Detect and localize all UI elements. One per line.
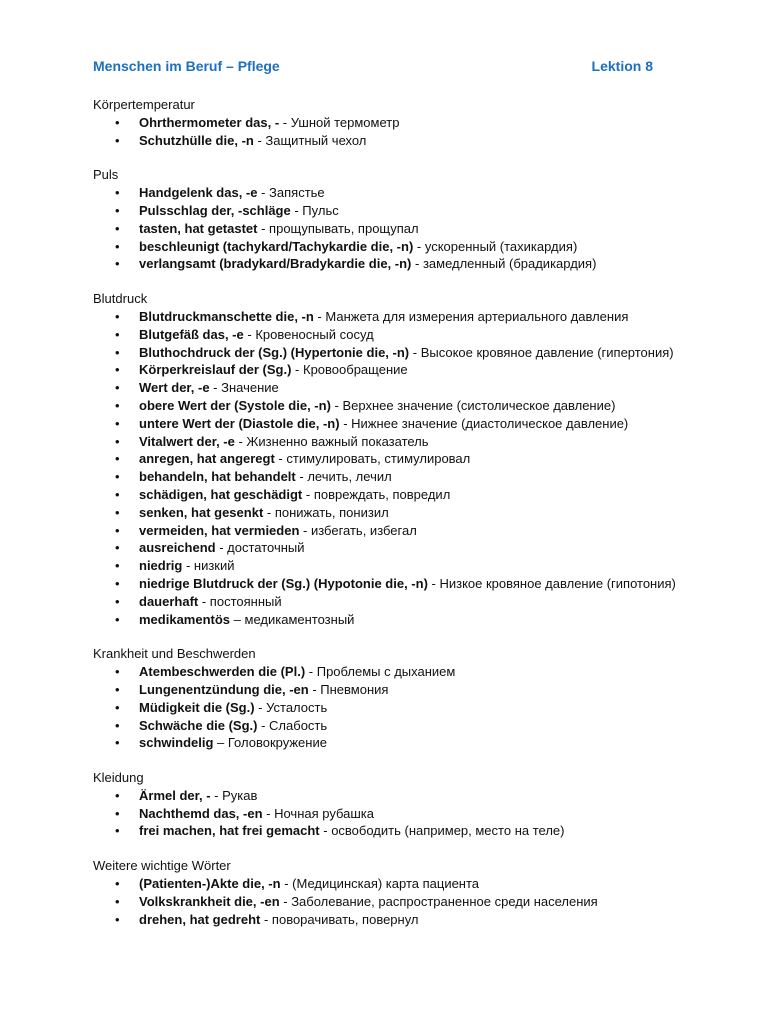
vocab-separator: -: [260, 911, 272, 927]
vocab-item: [93, 805, 683, 823]
vocab-translation: избегать, избегал: [310, 522, 417, 538]
vocab-translation: Кровообращение: [303, 362, 408, 378]
vocab-translation: Манжета для измерения артериального давления: [325, 308, 629, 324]
vocab-section: [93, 96, 683, 149]
document-title: Menschen im Beruf – Pflege: [93, 58, 280, 74]
vocab-item: [93, 699, 683, 717]
vocab-translation: Ночная рубашка: [274, 805, 374, 821]
vocab-term: Vitalwert der, -e: [139, 433, 235, 449]
vocab-translation: Верхнее значение (систолическое давление): [342, 397, 616, 413]
vocab-item: [93, 255, 683, 273]
vocab-translation: повреждать, повредил: [313, 486, 451, 502]
vocab-list: [93, 787, 683, 840]
vocab-item: [93, 822, 683, 840]
vocab-term: Volkskrankheit die, -en: [139, 893, 280, 909]
vocab-item: [93, 361, 683, 379]
vocab-list: [93, 308, 683, 628]
vocab-separator: –: [213, 735, 228, 751]
vocab-translation: постоянный: [209, 593, 282, 609]
vocab-separator: -: [295, 469, 308, 485]
vocab-list: [93, 184, 683, 273]
vocab-term: niedrige Blutdruck der (Sg.) (Hypotonie die, -n): [139, 575, 428, 591]
vocab-section: [93, 769, 683, 840]
vocab-term: schwindelig: [139, 735, 214, 751]
vocab-term: vermeiden, hat vermieden: [139, 522, 300, 538]
vocab-term: Ohrthermometer das, -: [139, 114, 280, 130]
vocab-separator: -: [279, 114, 291, 130]
vocab-item: [93, 132, 683, 150]
vocab-term: medikamentös: [139, 611, 231, 627]
vocab-term: Schutzhülle die, -n: [139, 132, 254, 148]
vocab-item: [93, 734, 683, 752]
vocab-item: [93, 433, 683, 451]
vocab-separator: -: [299, 522, 311, 538]
lesson-label: Lektion 8: [591, 58, 653, 74]
vocab-item: [93, 184, 683, 202]
vocab-item: [93, 220, 683, 238]
vocab-section: [93, 857, 683, 928]
vocab-term: verlangsamt (bradykard/Bradykardie die, -n): [139, 256, 412, 272]
vocab-separator: -: [413, 238, 425, 254]
vocab-translation: Головокружение: [227, 735, 327, 751]
vocab-term: untere Wert der (Diastole die, -n): [139, 415, 340, 431]
vocab-term: ausreichend: [139, 540, 216, 556]
vocab-term: Wert der, -e: [139, 380, 210, 396]
vocab-item: [93, 114, 683, 132]
vocab-separator: -: [411, 256, 423, 272]
vocab-separator: -: [254, 699, 267, 715]
vocab-translation: Запястье: [269, 185, 325, 201]
vocab-term: Bluthochdruck der (Sg.) (Hypertonie die, -n): [139, 344, 410, 360]
vocab-list: [93, 114, 683, 150]
vocab-term: Schwäche die (Sg.): [139, 717, 258, 733]
vocab-separator: -: [253, 132, 266, 148]
vocab-translation: низкий: [193, 558, 235, 574]
vocab-item: [93, 415, 683, 433]
section-title: Kleidung: [93, 770, 144, 786]
vocab-item: [93, 787, 683, 805]
vocab-separator: -: [409, 344, 421, 360]
vocab-translation: поворачивать, повернул: [271, 911, 419, 927]
vocab-translation: понижать, понизил: [274, 504, 389, 520]
vocab-translation: Кровеносный сосуд: [255, 326, 374, 342]
vocab-translation: замедленный (брадикардия): [422, 256, 597, 272]
vocab-separator: -: [302, 486, 314, 502]
vocab-term: Handgelenk das, -e: [139, 185, 258, 201]
vocab-translation: Высокое кровяное давление (гипертония): [420, 344, 674, 360]
vocab-separator: -: [339, 415, 352, 431]
vocab-translation: освободить (например, место на теле): [331, 823, 565, 839]
vocab-term: Atembeschwerden die (Pl.): [139, 664, 306, 680]
vocab-term: frei machen, hat frei gemacht: [139, 823, 320, 839]
vocab-translation: Рукав: [222, 787, 258, 803]
vocab-item: [93, 717, 683, 735]
vocab-item: [93, 397, 683, 415]
vocab-term: anregen, hat angeregt: [139, 451, 275, 467]
vocab-translation: Заболевание, распространенное среди населения: [291, 893, 598, 909]
vocab-term: senken, hat gesenkt: [139, 504, 264, 520]
vocab-translation: медикаментозный: [244, 611, 355, 627]
vocab-translation: прощупывать, прощупал: [269, 220, 419, 236]
vocabulary-list: [93, 96, 683, 945]
vocab-list: [93, 663, 683, 752]
vocab-separator: -: [243, 326, 256, 342]
vocab-translation: Слабость: [269, 717, 328, 733]
vocab-item: [93, 557, 683, 575]
vocab-separator: -: [280, 876, 293, 892]
vocab-separator: –: [230, 611, 245, 627]
vocab-term: tasten, hat getastet: [139, 220, 258, 236]
vocab-item: [93, 522, 683, 540]
vocab-term: Ärmel der, -: [139, 787, 211, 803]
page-header: [93, 57, 653, 75]
vocab-translation: Значение: [221, 380, 279, 396]
vocab-term: drehen, hat gedreht: [139, 911, 261, 927]
vocab-separator: -: [198, 593, 210, 609]
vocab-separator: -: [330, 397, 343, 413]
vocab-item: [93, 504, 683, 522]
vocab-translation: достаточный: [227, 540, 305, 556]
vocab-separator: -: [182, 558, 194, 574]
vocab-term: Blutdruckmanschette die, -n: [139, 308, 314, 324]
section-title: Körpertemperatur: [93, 97, 195, 112]
section-title: Blutdruck: [93, 291, 148, 307]
vocab-term: dauerhaft: [139, 593, 199, 609]
vocab-item: [93, 486, 683, 504]
vocab-item: [93, 326, 683, 344]
vocab-section: [93, 645, 683, 752]
vocab-item: [93, 238, 683, 256]
vocab-term: Nachthemd das, -en: [139, 805, 263, 821]
vocab-translation: Проблемы с дыханием: [316, 664, 456, 680]
vocab-translation: Нижнее значение (диастолическое давление): [351, 415, 629, 431]
vocab-separator: -: [305, 664, 317, 680]
vocab-translation: Усталость: [266, 699, 328, 715]
vocab-separator: -: [257, 185, 270, 201]
vocab-translation: лечить, лечил: [307, 469, 392, 485]
vocab-item: [93, 468, 683, 486]
vocab-term: Pulsschlag der, -schläge: [139, 202, 291, 218]
vocab-separator: -: [274, 451, 287, 467]
vocab-separator: -: [257, 717, 270, 733]
vocab-translation: Ушной термометр: [290, 114, 400, 130]
vocab-item: [93, 663, 683, 681]
vocab-item: [93, 611, 683, 629]
vocab-translation: ускоренный (тахикардия): [424, 238, 578, 254]
vocab-term: obere Wert der (Systole die, -n): [139, 397, 331, 413]
vocab-term: niedrig: [139, 558, 183, 574]
vocab-separator: -: [263, 504, 275, 520]
vocab-separator: -: [257, 220, 270, 236]
vocab-item: [93, 450, 683, 468]
vocab-translation: Защитный чехол: [265, 132, 367, 148]
vocab-separator: -: [427, 575, 440, 591]
vocab-term: schädigen, hat geschädigt: [139, 486, 303, 502]
vocab-list: [93, 875, 683, 928]
vocab-item: [93, 379, 683, 397]
vocab-item: [93, 911, 683, 929]
vocab-translation: (Медицинская) карта пациента: [292, 876, 480, 892]
section-title: Krankheit und Beschwerden: [93, 646, 256, 662]
vocab-separator: -: [210, 787, 223, 803]
vocab-translation: стимулировать, стимулировал: [286, 451, 471, 467]
vocab-item: [93, 308, 683, 326]
vocab-separator: -: [290, 202, 303, 218]
vocab-term: behandeln, hat behandelt: [139, 469, 296, 485]
vocab-separator: -: [291, 362, 303, 378]
vocab-separator: -: [313, 308, 326, 324]
vocab-separator: -: [215, 540, 228, 556]
vocab-term: (Patienten-)Akte die, -n: [139, 876, 281, 892]
vocab-item: [93, 681, 683, 699]
vocab-translation: Пневмония: [320, 681, 389, 697]
vocab-item: [93, 539, 683, 557]
vocab-separator: -: [234, 433, 247, 449]
vocab-item: [93, 893, 683, 911]
vocab-item: [93, 202, 683, 220]
vocab-separator: -: [209, 380, 222, 396]
section-title: Weitere wichtige Wörter: [93, 858, 231, 874]
vocab-separator: -: [262, 805, 275, 821]
vocab-term: Körperkreislauf der (Sg.): [139, 362, 292, 378]
vocab-term: beschleunigt (tachykard/Tachykardie die, -n): [139, 238, 414, 254]
vocab-item: [93, 575, 683, 593]
vocab-translation: Жизненно важный показатель: [246, 433, 429, 449]
vocab-item: [93, 344, 683, 362]
vocab-separator: -: [308, 681, 321, 697]
section-title: Puls: [93, 167, 119, 183]
vocab-item: [93, 875, 683, 893]
vocab-section: [93, 166, 683, 273]
vocab-translation: Низкое кровяное давление (гипотония): [439, 575, 676, 591]
vocab-item: [93, 593, 683, 611]
vocab-separator: -: [319, 823, 332, 839]
vocab-term: Blutgefäß das, -e: [139, 326, 244, 342]
vocab-section: [93, 290, 683, 628]
vocab-term: Müdigkeit die (Sg.): [139, 699, 255, 715]
vocab-separator: -: [279, 893, 292, 909]
vocab-term: Lungenentzündung die, -en: [139, 681, 309, 697]
vocab-translation: Пульс: [302, 202, 339, 218]
